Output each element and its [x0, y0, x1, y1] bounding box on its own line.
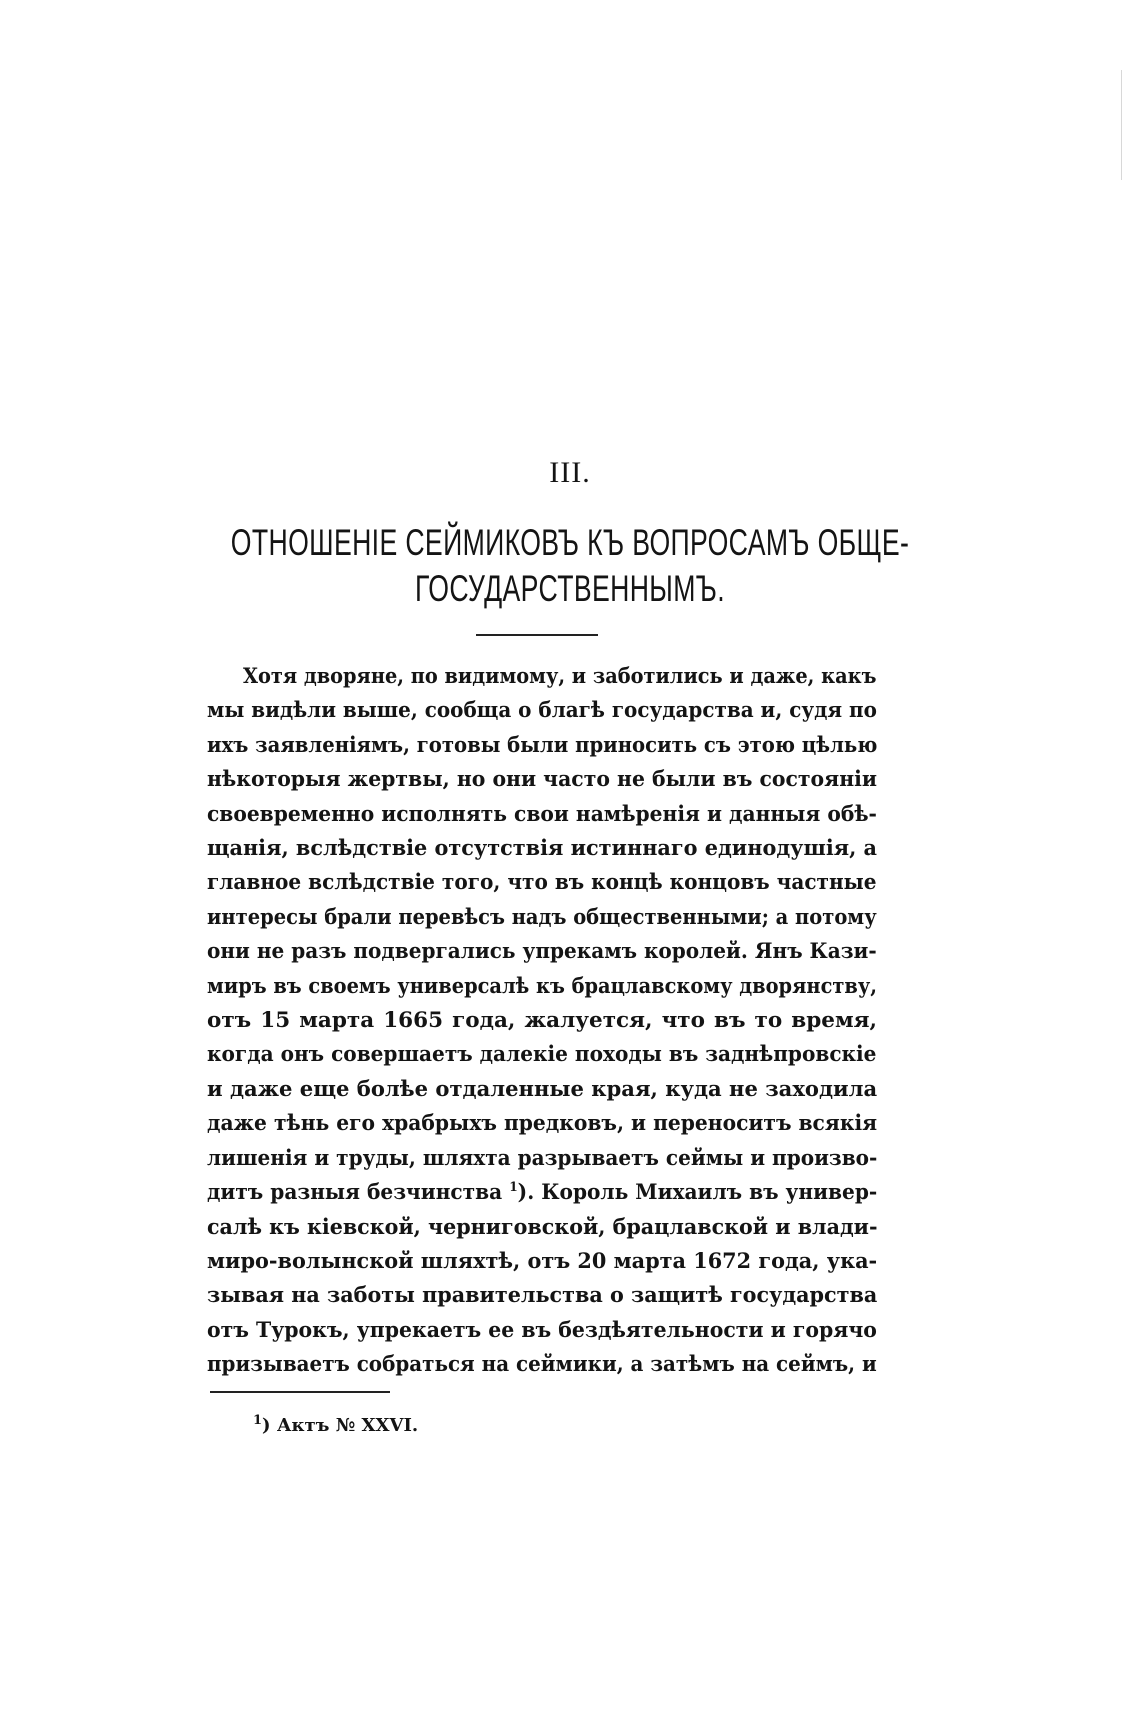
text-line: миръ въ своемъ универсалѣ къ брацлавскому дворянству, [207, 973, 877, 999]
text-line: даже тѣнь его храбрыхъ предковъ, и переноситъ всякія [207, 1111, 878, 1137]
text-line: своевременно исполнять свои намѣренія и данныя обѣ- [207, 801, 877, 827]
footnote-reference: 1 [509, 1179, 518, 1195]
text-line: нѣкоторыя жертвы, но они часто не были въ состояніи [207, 767, 877, 793]
text-line: зывая на заботы правительства о защитѣ государства [207, 1283, 878, 1309]
chapter-title [160, 520, 981, 612]
text-line: интересы брали перевѣсъ надъ общественными; а потому [207, 904, 877, 930]
footnote-mark: 1 [253, 1413, 263, 1428]
text-line-with-footnote [207, 1176, 877, 1210]
chapter-title-line-1: ОТНОШЕНІЕ СЕЙМИКОВЪ КЪ ВОПРОСАМЪ ОБЩЕ- [230, 522, 910, 563]
footnote-rule [210, 1391, 390, 1393]
text-line: главное вслѣдствіе того, что въ концѣ концовъ частные [207, 870, 877, 896]
footnote-text: ) Актъ № XXVI. [262, 1415, 419, 1436]
text-line: призываетъ собраться на сеймики, а затѣмъ на сеймъ, и [207, 1352, 877, 1378]
scan-edge-mark [1121, 70, 1122, 180]
chapter-title-line-2: ГОСУДАРСТВЕННЫМЪ. [414, 568, 726, 609]
text-line: щанія, вслѣдствіе отсутствія истиннаго единодушія, а [207, 836, 878, 862]
text-line-tail: ). Король Михаилъ въ универ- [517, 1180, 878, 1206]
footnote [253, 1415, 418, 1436]
text-line: мы видѣли выше, сообща о благѣ государства и, судя по [207, 698, 877, 724]
text-line-start: дитъ разныя безчинства [207, 1180, 503, 1206]
text-line: салѣ къ кіевской, черниговской, брацлавской и влади- [207, 1214, 878, 1240]
text-line: отъ Турокъ, упрекаетъ ее въ бездѣятельности и горячо [207, 1317, 877, 1343]
text-line: они не разъ подвергались упрекамъ королей. Янъ Кази- [207, 939, 877, 965]
chapter-number: III. [549, 456, 591, 489]
text-line: ихъ заявленіямъ, готовы были приносить съ этою цѣлью [207, 732, 878, 758]
text-line: Хотя дворяне, по видимому, и заботились и даже, какъ [242, 664, 877, 689]
body-text [207, 660, 877, 1383]
text-line: миро-волынской шляхтѣ, отъ 20 марта 1672 года, ука- [207, 1248, 878, 1274]
text-line: и даже еще болѣе отдаленные края, куда не заходила [207, 1076, 878, 1102]
text-line: когда онъ совершаетъ далекіе походы въ заднѣпровскіе [207, 1042, 877, 1068]
title-rule [476, 634, 598, 636]
text-line: отъ 15 марта 1665 года, жалуется, что въ то время, [207, 1008, 877, 1034]
text-line: лишенія и труды, шляхта разрываетъ сеймы и произво- [207, 1145, 878, 1171]
